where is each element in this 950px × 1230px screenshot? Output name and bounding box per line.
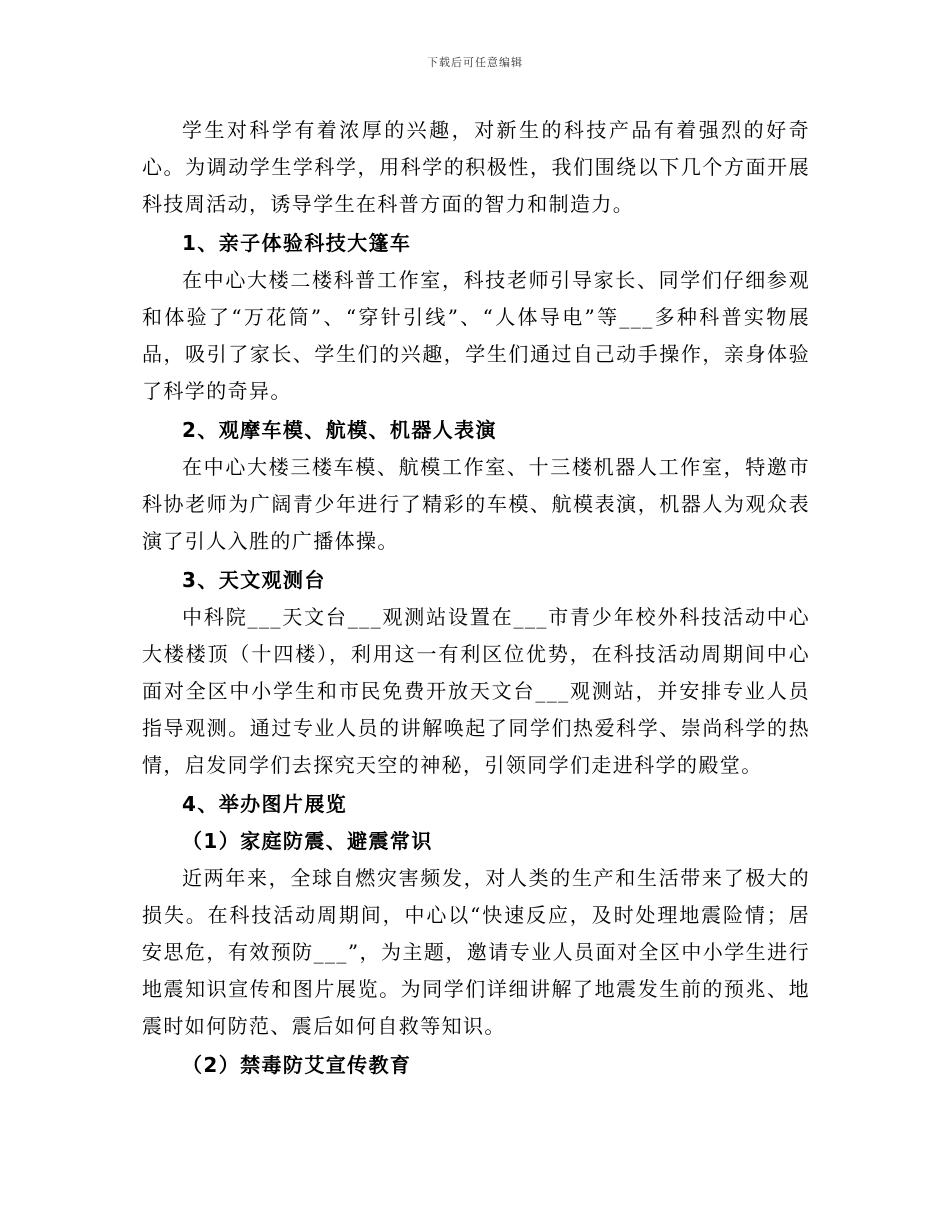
section-3-paragraph: 中科院___天文台___观测站设置在___市青少年校外科技活动中心大楼楼顶（十四楼），利用这一有利区位优势，在科技活动周期间中心面对全区中小学生和市民免费开放天文台___观测站，并安排专业人员指导观测。通过专业人员的讲解唤起了同学们热爱科学、崇尚科学的热情，启发同学们去探究天空的神秘，引领同学们走进科学的殿堂。 — [142, 605, 810, 777]
subsection-4-1-paragraph: 近两年来，全球自燃灾害频发，对人类的生产和生活带来了极大的损失。在科技活动周期间，中心以“快速反应，及时处理地震险情；居安思危，有效预防___”，为主题，邀请专业人员面对全区中小学生进行地震知识宣传和图片展览。为同学们详细讲解了地震发生前的预兆、地震时如何防范、震后如何自救等知识。 — [142, 866, 810, 1038]
subsection-heading-4-1: （1）家庭防震、避震常识 — [182, 829, 433, 853]
section-2-paragraph: 在中心大楼三楼车模、航模工作室、十三楼机器人工作室，特邀市科协老师为广阔青少年进行了精彩的车模、航模表演，机器人为观众表演了引人入胜的广播体操。 — [142, 455, 810, 553]
subsection-heading-4-2: （2）禁毒防艾宣传教育 — [182, 1053, 412, 1077]
section-heading-4: 4、举办图片展览 — [182, 792, 348, 816]
section-heading-1: 1、亲子体验科技大篷车 — [182, 231, 412, 255]
section-1-paragraph: 在中心大楼二楼科普工作室，科技老师引导家长、同学们仔细参观和体验了“万花筒”、“穿针引线”、“人体导电”等___多种科普实物展品，吸引了家长、学生们的兴趣，学生们通过自己动手操作，亲身体验了科学的奇异。 — [142, 268, 810, 403]
document-body — [142, 112, 810, 1084]
section-heading-2: 2、观摩车模、航模、机器人表演 — [182, 418, 497, 442]
section-heading-3: 3、天文观测台 — [182, 568, 326, 592]
page-header: 下载后可任意编辑 — [427, 56, 523, 69]
intro-paragraph: 学生对科学有着浓厚的兴趣，对新生的科技产品有着强烈的好奇心。为调动学生学科学，用科学的积极性，我们围绕以下几个方面开展科技周活动，诱导学生在科普方面的智力和制造力。 — [142, 118, 810, 216]
